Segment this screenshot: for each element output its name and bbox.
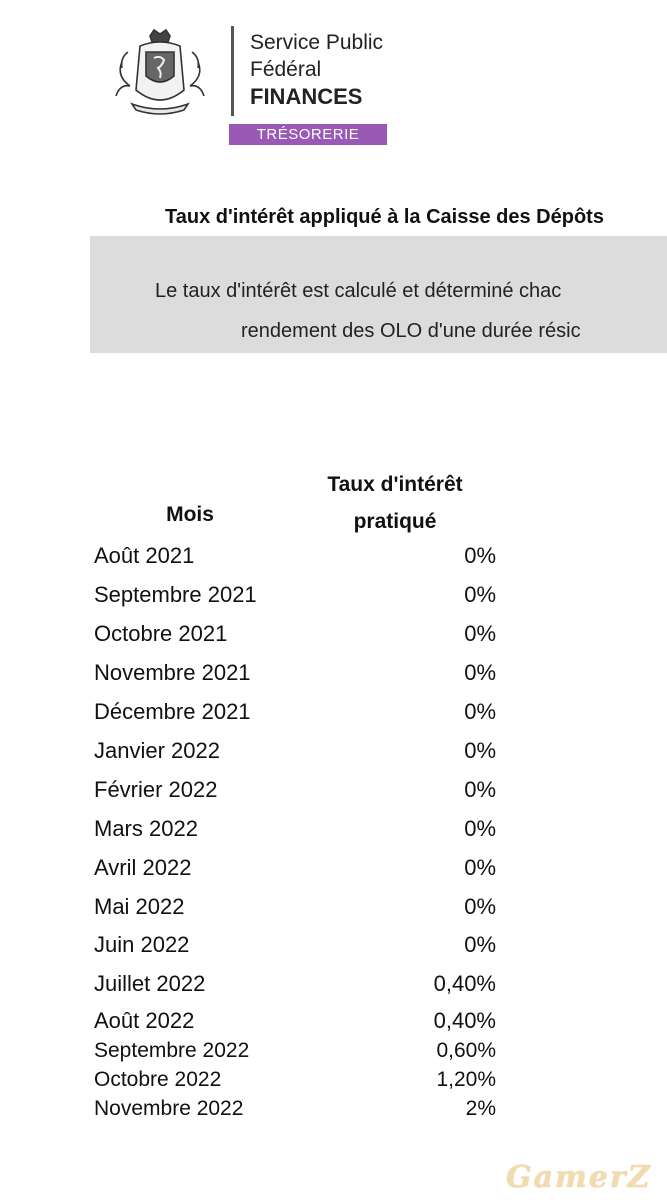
- row-month: Septembre 2021: [94, 582, 257, 607]
- row-month: Novembre 2021: [94, 660, 251, 685]
- table-row: [94, 1039, 496, 1071]
- table-row: [94, 855, 496, 887]
- table-row: [94, 543, 496, 575]
- row-rate: 0%: [464, 738, 496, 763]
- row-rate: 0%: [464, 777, 496, 802]
- table-row: [94, 582, 496, 614]
- row-month: Septembre 2022: [94, 1039, 250, 1062]
- table-row: [94, 971, 496, 1003]
- row-rate: 0%: [464, 894, 496, 919]
- row-rate: 0%: [464, 621, 496, 646]
- table-row: [94, 738, 496, 770]
- table-row: [94, 699, 496, 731]
- table-row: [94, 816, 496, 848]
- row-month: Mai 2022: [94, 894, 185, 919]
- row-rate: 0%: [464, 855, 496, 880]
- table-row: [94, 1008, 496, 1040]
- row-rate: 2%: [465, 1097, 496, 1120]
- table-row: [94, 1097, 496, 1129]
- column-header-month: Mois: [166, 503, 214, 526]
- column-header-rate: [300, 466, 490, 540]
- table-row: [94, 621, 496, 653]
- table-row: [94, 932, 496, 964]
- description-line-2: rendement des OLO d'une durée résic: [241, 320, 581, 342]
- description-line-1: Le taux d'intérêt est calculé et déterminé chac: [155, 280, 562, 302]
- row-rate: 1,20%: [436, 1068, 496, 1091]
- department-tag: TRÉSORERIE: [229, 124, 387, 145]
- row-month: Mars 2022: [94, 816, 198, 841]
- row-rate: 0%: [464, 816, 496, 841]
- header-divider: [231, 26, 234, 116]
- belgian-coat-of-arms-icon: [110, 22, 210, 122]
- organization-name: [250, 29, 383, 110]
- row-rate: 0%: [464, 543, 496, 568]
- row-rate: 0,60%: [436, 1039, 496, 1062]
- row-month: Décembre 2021: [94, 699, 251, 724]
- row-month: Août 2021: [94, 543, 195, 568]
- table-row: [94, 1068, 496, 1100]
- org-line-1: Service Public: [250, 31, 384, 54]
- table-row: [94, 777, 496, 809]
- table-row: [94, 894, 496, 926]
- row-month: Avril 2022: [94, 855, 192, 880]
- row-month: Octobre 2021: [94, 621, 228, 646]
- row-month: Février 2022: [94, 777, 218, 802]
- description-box: [90, 236, 667, 353]
- watermark-logo: GamerZ: [506, 1160, 652, 1195]
- column-header-rate-line-2: pratiqué: [353, 510, 437, 533]
- row-month: Janvier 2022: [94, 738, 220, 763]
- org-line-2: Fédéral: [250, 58, 322, 81]
- table-row: [94, 660, 496, 692]
- row-rate: 0,40%: [433, 971, 496, 996]
- row-rate: 0%: [464, 660, 496, 685]
- row-month: Octobre 2022: [94, 1068, 222, 1091]
- org-line-3: FINANCES: [250, 84, 363, 109]
- row-month: Juin 2022: [94, 932, 190, 957]
- row-month: Novembre 2022: [94, 1097, 244, 1120]
- row-rate: 0%: [464, 582, 496, 607]
- row-month: Août 2022: [94, 1008, 195, 1033]
- row-rate: 0%: [464, 699, 496, 724]
- row-rate: 0%: [464, 932, 496, 957]
- column-header-rate-line-1: Taux d'intérêt: [327, 473, 463, 496]
- row-rate: 0,40%: [433, 1008, 496, 1033]
- row-month: Juillet 2022: [94, 971, 206, 996]
- document-title: Taux d'intérêt appliqué à la Caisse des Dépôts: [165, 206, 604, 228]
